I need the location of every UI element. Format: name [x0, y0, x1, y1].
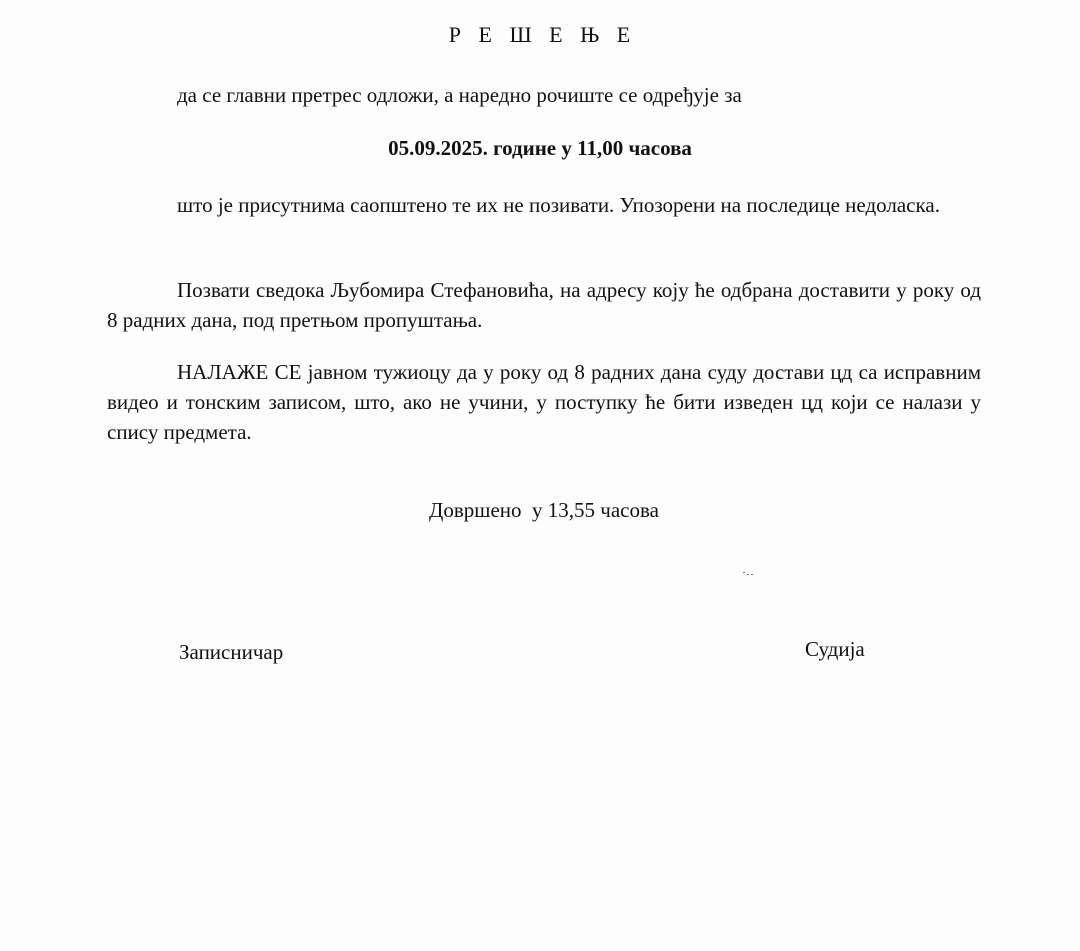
document-heading: Р Е Ш Е Њ Е: [448, 22, 637, 47]
paragraph-notification: што је присутнима саопштено те их не позивати. Упозорени на последице недоласка.: [177, 193, 940, 217]
signature-judge: Судија: [805, 637, 865, 661]
paragraph-summon-witness: Позвати сведока Љубомира Стефановића, на адресу коју ће одбрана доставити у року од 8 радних дана, под претњом пропуштања.: [107, 278, 981, 332]
signature-recorder: Записничар: [179, 640, 284, 664]
scan-speck: [743, 572, 753, 576]
completion-time: Довршено у 13,55 часова: [429, 498, 659, 522]
hearing-date-line: 05.09.2025. године у 11,00 часова: [388, 136, 692, 160]
intro-line: да се главни претрес одложи, а наредно рочиште се одређује за: [177, 83, 742, 107]
paragraph-order-prosecutor: НАЛАЖЕ СЕ јавном тужиоцу да у року од 8 радних дана суду достави цд са исправним видео и тонским записом, што, ако не учини, у поступку ће бити изведен цд који се налази у спису предмета.: [107, 360, 981, 444]
